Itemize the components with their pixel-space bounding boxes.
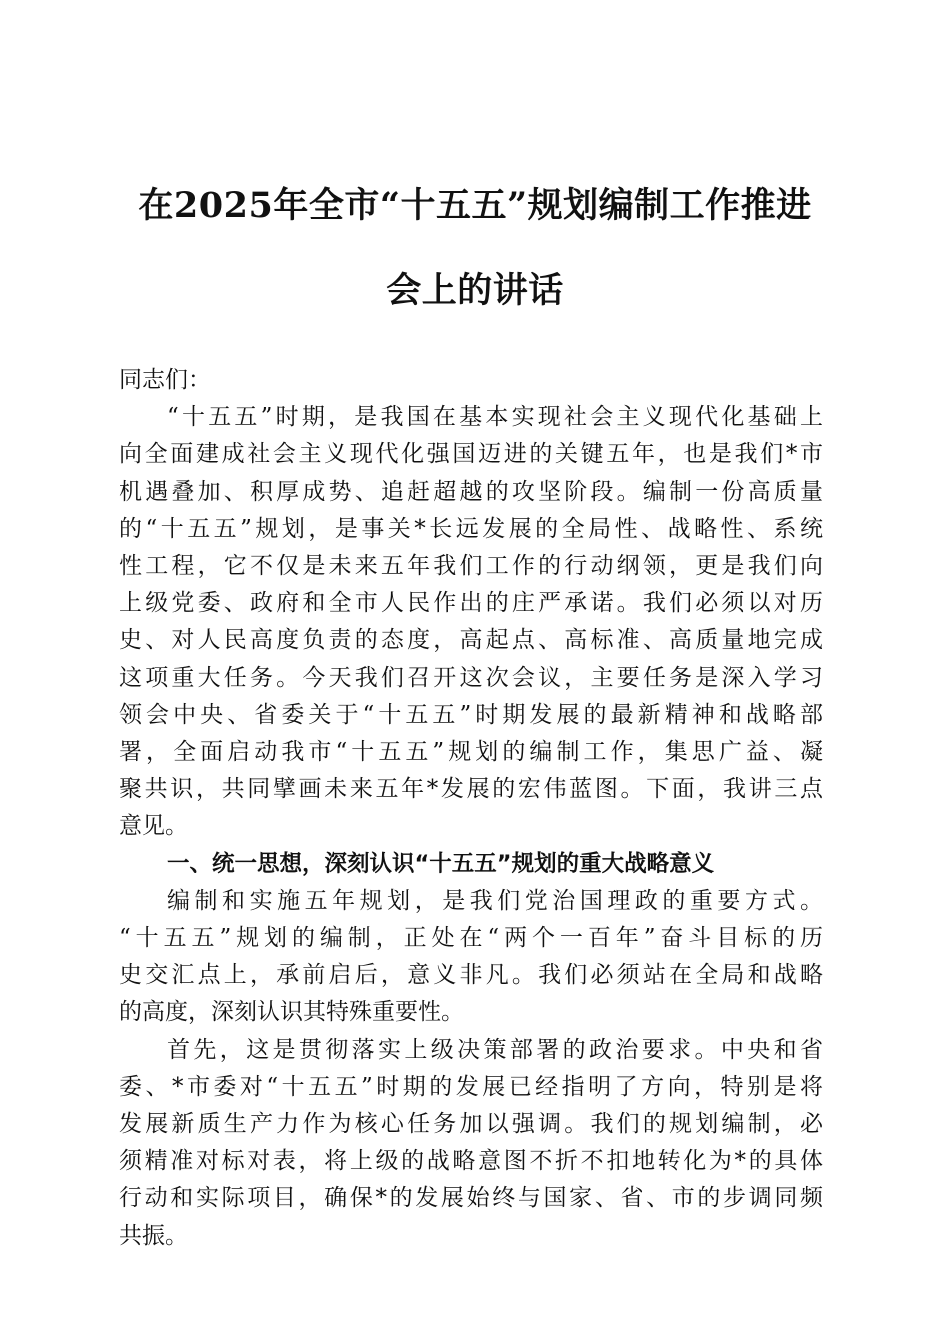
text-line: 性工程，它不仅是未来五年我们工作的行动纲领，更是我们向 <box>119 553 823 580</box>
text-line: 的高度，深刻认识其特殊重要性。 <box>119 999 464 1026</box>
text-line: 须精准对标对表，将上级的战略意图不折不扣地转化为*的具体 <box>119 1148 823 1175</box>
text-line: 行动和实际项目，确保*的发展始终与国家、省、市的步调同频 <box>119 1185 823 1212</box>
text-line: “十五五”时期，是我国在基本实现社会主义现代化基础上 <box>167 404 823 431</box>
text-line: 机遇叠加、积厚成势、追赶超越的攻坚阶段。编制一份高质量 <box>119 478 823 505</box>
text-line: 发展新质生产力作为核心任务加以强调。我们的规划编制，必 <box>119 1111 823 1138</box>
paragraph-2 <box>119 883 823 1032</box>
text-line: 意见。 <box>119 813 188 840</box>
text-line: 上级党委、政府和全市人民作出的庄严承诺。我们必须以对历 <box>119 590 823 617</box>
salutation: 同志们： <box>119 367 211 393</box>
text-line: 首先，这是贯彻落实上级决策部署的政治要求。中央和省 <box>167 1036 823 1063</box>
document-title <box>110 163 840 333</box>
text-line: 署，全面启动我市“十五五”规划的编制工作，集思广益、凝 <box>119 739 823 766</box>
text-line: 编制和实施五年规划，是我们党治国理政的重要方式。 <box>167 887 823 914</box>
text-line: 聚共识，共同擘画未来五年*发展的宏伟蓝图。下面，我讲三点 <box>119 776 823 803</box>
text-line: 向全面建成社会主义现代化强国迈进的关键五年，也是我们*市 <box>119 441 823 468</box>
section-heading-1: 一、统一思想，深刻认识“十五五”规划的重大战略意义 <box>167 850 715 877</box>
paragraph-intro <box>119 399 823 845</box>
paragraph-3 <box>119 1032 823 1255</box>
title-line-1: 在2025年全市“十五五”规划编制工作推进 <box>138 185 812 226</box>
text-line: 史、对人民高度负责的态度，高起点、高标准、高质量地完成 <box>119 627 823 654</box>
title-line-2: 会上的讲话 <box>386 270 564 311</box>
text-line: 领会中央、省委关于“十五五”时期发展的最新精神和战略部 <box>119 701 823 728</box>
text-line: “十五五”规划的编制，正处在“两个一百年”奋斗目标的历 <box>119 925 823 952</box>
text-line: 这项重大任务。今天我们召开这次会议，主要任务是深入学习 <box>119 664 823 691</box>
text-line: 史交汇点上，承前启后，意义非凡。我们必须站在全局和战略 <box>119 962 823 989</box>
text-line: 委、*市委对“十五五”时期的发展已经指明了方向，特别是将 <box>119 1073 823 1100</box>
text-line: 的“十五五”规划，是事关*长远发展的全局性、战略性、系统 <box>119 515 823 542</box>
document-body <box>119 362 823 1255</box>
text-line: 共振。 <box>119 1222 188 1249</box>
